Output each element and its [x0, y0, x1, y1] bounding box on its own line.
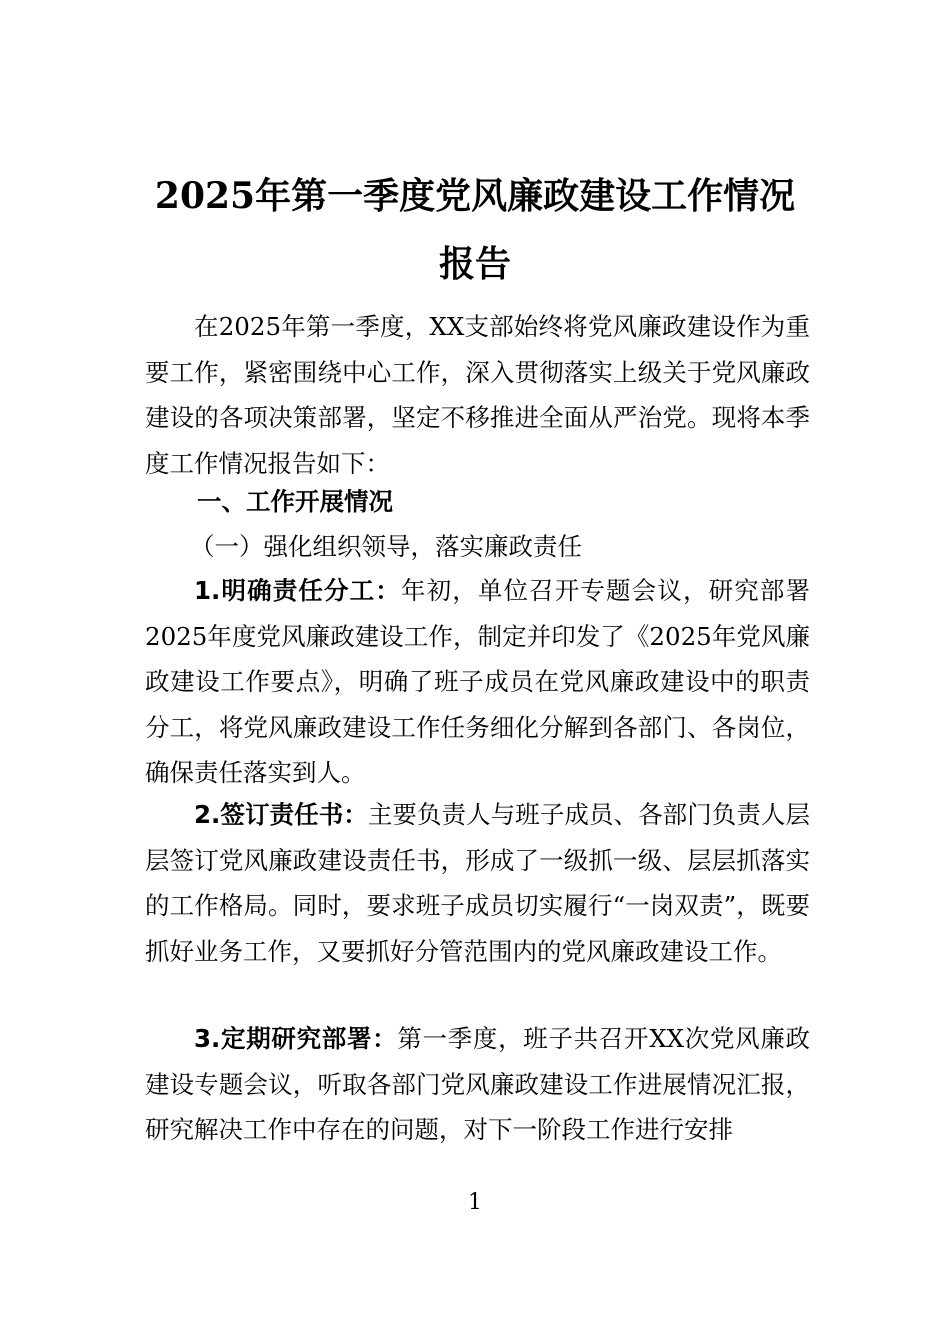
item-text-2: 主要负责人与班子成员、各部门负责人层层签订党风廉政建设责任书，形成了一级抓一级、层层抓落实的工作格局。同时，要求班子成员切实履行“一岗双责”，既要抓好业务工作，又要抓好分管范围内的党风廉政建设工作。	[145, 800, 811, 966]
item-lead-2: 2.签订责任书：	[194, 800, 368, 829]
document-title: 2025年第一季度党风廉政建设工作情况报告	[154, 175, 796, 285]
subsection-heading-1: （一）强化组织领导，落实廉政责任	[190, 532, 582, 561]
item-paragraph-block-1	[145, 568, 810, 796]
item-paragraph-3	[145, 1016, 810, 1153]
intro-paragraph-block	[145, 304, 810, 486]
item-text-3: 第一季度，班子共召开XX次党风廉政建设专题会议，听取各部门党风廉政建设工作进展情况汇报，研究解决工作中存在的问题，对下一阶段工作进行安排	[145, 1024, 810, 1144]
item-paragraph-2	[145, 792, 810, 974]
item-paragraph-block-3	[145, 1016, 810, 1153]
item-paragraph-1	[145, 568, 810, 796]
item-paragraph-block-2	[145, 792, 810, 974]
item-lead-3: 3.定期研究部署：	[194, 1024, 398, 1053]
page-number: 1	[468, 1190, 482, 1215]
section-heading-1: 一、工作开展情况	[197, 487, 393, 516]
intro-paragraph: 在2025年第一季度，XX支部始终将党风廉政建设作为重要工作，紧密围绕中心工作，深入贯彻落实上级关于党风廉政建设的各项决策部署，坚定不移推进全面从严治党。现将本季度工作情况报告如下：	[145, 312, 810, 478]
item-text-1: 年初，单位召开专题会议，研究部署2025年度党风廉政建设工作，制定并印发了《2025年党风廉政建设工作要点》，明确了班子成员在党风廉政建设中的职责分工，将党风廉政建设工作任务细化分解到各部门、各岗位，确保责任落实到人。	[145, 576, 810, 787]
item-lead-1: 1.明确责任分工：	[194, 576, 401, 605]
